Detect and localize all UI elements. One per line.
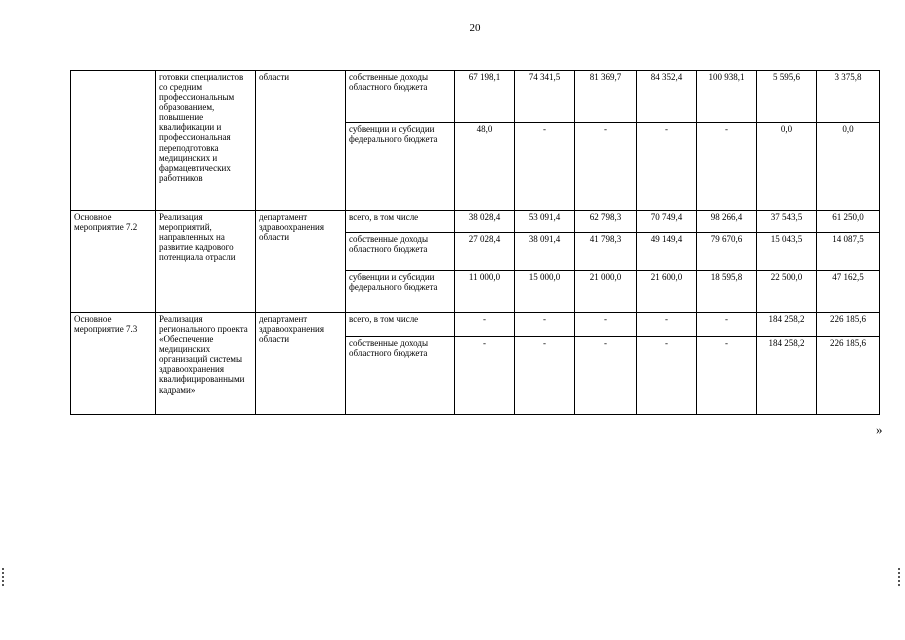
value-cell: - <box>575 313 637 337</box>
value-cell: 37 543,5 <box>757 211 817 233</box>
funding-source-cell: собственные доходы областного бюджета <box>346 337 455 415</box>
measure-cell: Основное мероприятие 7.2 <box>71 211 156 313</box>
value-cell: 226 185,6 <box>817 313 880 337</box>
page-number: 20 <box>469 22 481 34</box>
value-cell: 11 000,0 <box>455 271 515 313</box>
value-cell: - <box>697 337 757 415</box>
funding-source-cell: всего, в том числе <box>346 313 455 337</box>
value-cell: 49 149,4 <box>637 233 697 271</box>
scan-edge-mark <box>898 568 902 586</box>
scan-edge-mark <box>2 568 6 586</box>
funding-source-cell: собственные доходы областного бюджета <box>346 71 455 123</box>
funding-source-cell: всего, в том числе <box>346 211 455 233</box>
value-cell: 100 938,1 <box>697 71 757 123</box>
value-cell: 48,0 <box>455 123 515 211</box>
value-cell: 27 028,4 <box>455 233 515 271</box>
measure-cell: Основное мероприятие 7.3 <box>71 313 156 415</box>
value-cell: 184 258,2 <box>757 313 817 337</box>
executor-cell: департамент здравоохранения области <box>256 313 346 415</box>
value-cell: 74 341,5 <box>515 71 575 123</box>
value-cell: 15 043,5 <box>757 233 817 271</box>
value-cell: - <box>515 123 575 211</box>
measure-cell <box>71 71 156 211</box>
value-cell: 53 091,4 <box>515 211 575 233</box>
value-cell: - <box>575 123 637 211</box>
value-cell: 18 595,8 <box>697 271 757 313</box>
value-cell: 14 087,5 <box>817 233 880 271</box>
value-cell: 79 670,6 <box>697 233 757 271</box>
value-cell: 62 798,3 <box>575 211 637 233</box>
value-cell: 0,0 <box>817 123 880 211</box>
value-cell: 38 028,4 <box>455 211 515 233</box>
value-cell: - <box>697 123 757 211</box>
value-cell: 5 595,6 <box>757 71 817 123</box>
value-cell: - <box>637 123 697 211</box>
value-cell: 21 000,0 <box>575 271 637 313</box>
value-cell: 41 798,3 <box>575 233 637 271</box>
value-cell: 15 000,0 <box>515 271 575 313</box>
measure-name-cell: готовки специалистов со средним профессиональным образованием, повышение квалификации и профессиональная переподготовка медицинских и фармацевтических работников <box>156 71 256 211</box>
value-cell: 70 749,4 <box>637 211 697 233</box>
measure-name-cell: Реализация мероприятий, направленных на развитие кадрового потенциала отрасли <box>156 211 256 313</box>
value-cell: 61 250,0 <box>817 211 880 233</box>
value-cell: 226 185,6 <box>817 337 880 415</box>
funding-source-cell: субвенции и субсидии федерального бюджета <box>346 271 455 313</box>
measure-name-cell: Реализация регионального проекта «Обеспечение медицинских организаций системы здравоохранения квалифицированными кадрами» <box>156 313 256 415</box>
value-cell: - <box>697 313 757 337</box>
value-cell: - <box>455 313 515 337</box>
value-cell: 38 091,4 <box>515 233 575 271</box>
value-cell: - <box>637 337 697 415</box>
executor-cell: департамент здравоохранения области <box>256 211 346 313</box>
value-cell: - <box>515 313 575 337</box>
value-cell: 47 162,5 <box>817 271 880 313</box>
value-cell: - <box>637 313 697 337</box>
value-cell: - <box>515 337 575 415</box>
value-cell: 98 266,4 <box>697 211 757 233</box>
table-row <box>71 211 880 233</box>
value-cell: 67 198,1 <box>455 71 515 123</box>
value-cell: 81 369,7 <box>575 71 637 123</box>
value-cell: 3 375,8 <box>817 71 880 123</box>
value-cell: 21 600,0 <box>637 271 697 313</box>
table-row <box>71 71 880 123</box>
value-cell: 84 352,4 <box>637 71 697 123</box>
funding-source-cell: субвенции и субсидии федерального бюджета <box>346 123 455 211</box>
closing-quote-mark: » <box>876 422 883 437</box>
funding-source-cell: собственные доходы областного бюджета <box>346 233 455 271</box>
budget-table <box>70 70 880 415</box>
value-cell: 22 500,0 <box>757 271 817 313</box>
executor-cell: области <box>256 71 346 211</box>
value-cell: 184 258,2 <box>757 337 817 415</box>
value-cell: 0,0 <box>757 123 817 211</box>
value-cell: - <box>575 337 637 415</box>
table-row <box>71 313 880 337</box>
value-cell: - <box>455 337 515 415</box>
